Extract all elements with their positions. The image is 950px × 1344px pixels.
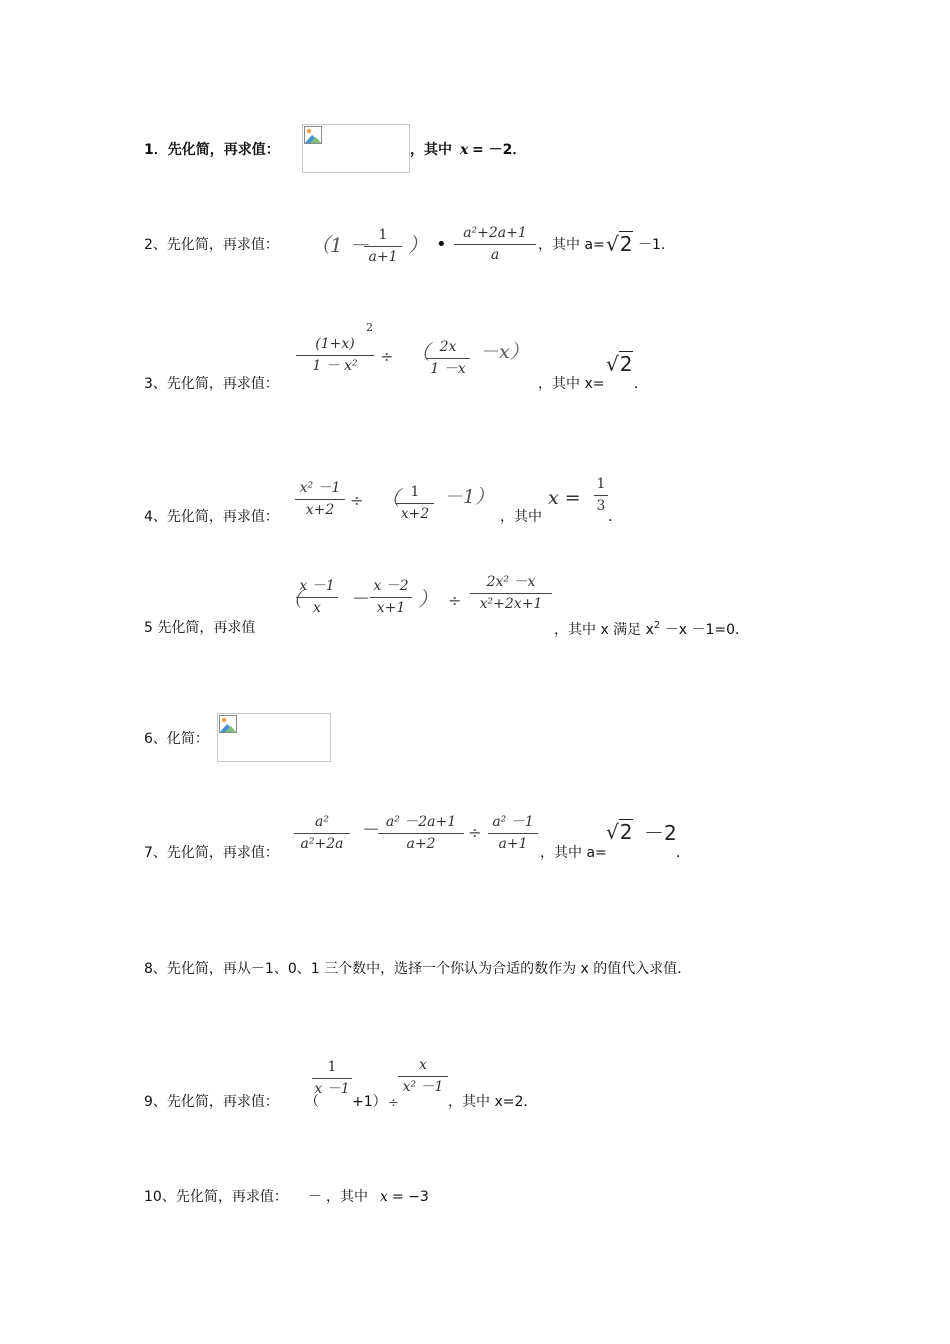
- problem-5-tail: －x －1=0．: [660, 622, 750, 638]
- problem-9-divide: ÷: [388, 1096, 399, 1111]
- problem-5-close: ）: [418, 587, 438, 611]
- sqrt-radicand: 2: [619, 232, 633, 256]
- problem-5-suffix-text: ，其中 x 满足 x: [554, 622, 654, 638]
- problem-4-divide: ÷: [350, 491, 364, 510]
- problem-10-condition: = −3: [392, 1189, 429, 1205]
- fraction-denominator: 1 －x: [430, 360, 466, 377]
- problem-4-open: （: [380, 486, 400, 510]
- problem-2-label: 2、先化简，再求值：: [144, 237, 279, 253]
- fraction-denominator: 3: [596, 497, 606, 514]
- fraction-denominator: x+2: [400, 505, 430, 522]
- problem-9-fraction-2: [398, 1058, 448, 1094]
- fraction-denominator: a+2: [406, 835, 436, 852]
- problem-1-condition: = －2．: [472, 142, 527, 158]
- problem-3-label: 3、先化简，再求值：: [144, 376, 279, 392]
- problem-4-label: 4、先化简，再求值：: [144, 509, 279, 525]
- problem-2-close: ）: [408, 233, 428, 257]
- problem-9-suffix: ，其中 x=2．: [448, 1094, 538, 1110]
- problem-5-suffix: [554, 621, 749, 637]
- problem-5-open: （: [282, 587, 302, 611]
- fraction-numerator: x －1: [299, 578, 335, 594]
- problem-7-minus-two: －2: [644, 821, 677, 845]
- problem-5-fraction-1: [296, 579, 338, 615]
- problem-4-suffix: ，其中: [500, 509, 542, 525]
- problem-4-value-fraction: [594, 477, 608, 513]
- problem-9-label: 9、先化简，再求值：: [144, 1094, 279, 1110]
- problem-1-image: [302, 124, 410, 173]
- problem-10-var: x: [380, 1189, 388, 1205]
- fraction-denominator: x+2: [305, 501, 335, 518]
- problem-1-suffix: ，其中: [410, 142, 452, 158]
- problem-4-fraction-2: [396, 485, 434, 521]
- fraction-numerator: 1: [596, 476, 606, 492]
- fraction-numerator: x －2: [373, 578, 409, 594]
- problem-9-open: （: [305, 1094, 319, 1110]
- problem-5-label: 5 先化简，再求值: [144, 620, 256, 636]
- fraction-numerator: 1: [327, 1059, 337, 1075]
- broken-image-icon: [304, 126, 322, 144]
- problem-3-divide: ÷: [380, 347, 394, 366]
- problem-7-fraction-3: [488, 815, 538, 851]
- problem-4-var: x =: [548, 487, 581, 509]
- problem-5-divide: ÷: [448, 591, 462, 610]
- fraction-denominator: x² －1: [402, 1078, 444, 1095]
- problem-8-label: 8、先化简，再从－1、0、1 三个数中，选择一个你认为合适的数作为 x 的值代入求值．: [144, 961, 692, 977]
- sqrt-radicand: 2: [619, 352, 633, 376]
- problem-7-fraction-2: [378, 815, 464, 851]
- problem-4-fraction-1: [295, 481, 345, 517]
- problem-3-fraction-1: [296, 337, 374, 373]
- problem-3-fraction-2: [426, 340, 470, 376]
- problem-2-fraction-2: [454, 226, 536, 262]
- fraction-denominator: x －1: [314, 1080, 350, 1097]
- problem-7-label: 7、先化简，再求值：: [144, 845, 279, 861]
- fraction-numerator: (1+x): [315, 336, 355, 352]
- fraction-denominator: a²+2a: [300, 835, 344, 852]
- fraction-numerator: a² －2a+1: [385, 814, 457, 830]
- problem-3-suffix: ，其中 x=: [538, 376, 605, 392]
- fraction-denominator: a: [490, 246, 500, 263]
- problem-3-tail: ．: [634, 376, 648, 392]
- problem-7-suffix: ，其中 a=: [540, 845, 607, 861]
- problem-9-fraction-1: [312, 1060, 352, 1096]
- sqrt-radicand: 2: [619, 820, 633, 844]
- problem-2-open: （1 －: [310, 233, 370, 257]
- fraction-numerator: a²+2a+1: [463, 225, 527, 241]
- problem-7-divide: ÷: [468, 823, 482, 842]
- fraction-numerator: 1: [410, 484, 420, 500]
- problem-10-dash: －: [308, 1189, 322, 1205]
- problem-2-fraction-1: [364, 228, 402, 264]
- broken-image-icon: [219, 715, 237, 733]
- fraction-numerator: x² －1: [299, 480, 341, 496]
- problem-3-exponent: 2: [366, 321, 373, 334]
- problem-2-tail: －1．: [638, 237, 675, 253]
- fraction-denominator: a+1: [368, 248, 398, 265]
- fraction-numerator: 2x² －x: [486, 574, 536, 590]
- problem-10-label: 10、先化简，再求值：: [144, 1189, 288, 1205]
- problem-6-label: 6、化简：: [144, 731, 209, 747]
- problem-7-minus: －: [362, 820, 380, 841]
- problem-1-var: x: [460, 142, 469, 158]
- problem-3-sqrt: √2: [606, 352, 633, 376]
- problem-2-suffix: ，其中 a=: [538, 237, 605, 253]
- problem-3-minus-x: －x）: [480, 341, 529, 363]
- problem-3-open: （: [410, 340, 430, 364]
- fraction-numerator: 2x: [439, 339, 457, 355]
- fraction-denominator: a+1: [498, 835, 528, 852]
- problem-7-sqrt: √2: [606, 820, 633, 844]
- problem-10-suffix: ，其中: [326, 1189, 368, 1205]
- fraction-denominator: x²+2x+1: [479, 595, 543, 612]
- problem-5-fraction-2: [370, 579, 412, 615]
- fraction-numerator: a² －1: [492, 814, 534, 830]
- problem-4-tail: ．: [608, 509, 622, 525]
- fraction-denominator: x: [313, 599, 321, 616]
- fraction-denominator: 1 － x²: [312, 357, 358, 374]
- problem-2-sqrt: √2: [606, 232, 633, 256]
- fraction-numerator: a²: [315, 814, 329, 830]
- problem-1-label: 1．先化简，再求值：: [144, 142, 280, 158]
- problem-2-dot: •: [436, 234, 447, 255]
- problem-4-minus-one: －1）: [444, 486, 495, 508]
- fraction-numerator: 1: [378, 227, 388, 243]
- problem-5-fraction-3: [470, 575, 552, 611]
- fraction-denominator: x+1: [376, 599, 406, 616]
- problem-7-tail: ．: [676, 845, 690, 861]
- problem-5-exponent: 2: [653, 620, 661, 631]
- problem-9-plus-one: +1）: [352, 1094, 387, 1110]
- fraction-numerator: x: [419, 1057, 427, 1073]
- problem-6-image: [217, 713, 331, 762]
- problem-7-fraction-1: [294, 815, 350, 851]
- problem-5-minus: －: [352, 589, 370, 610]
